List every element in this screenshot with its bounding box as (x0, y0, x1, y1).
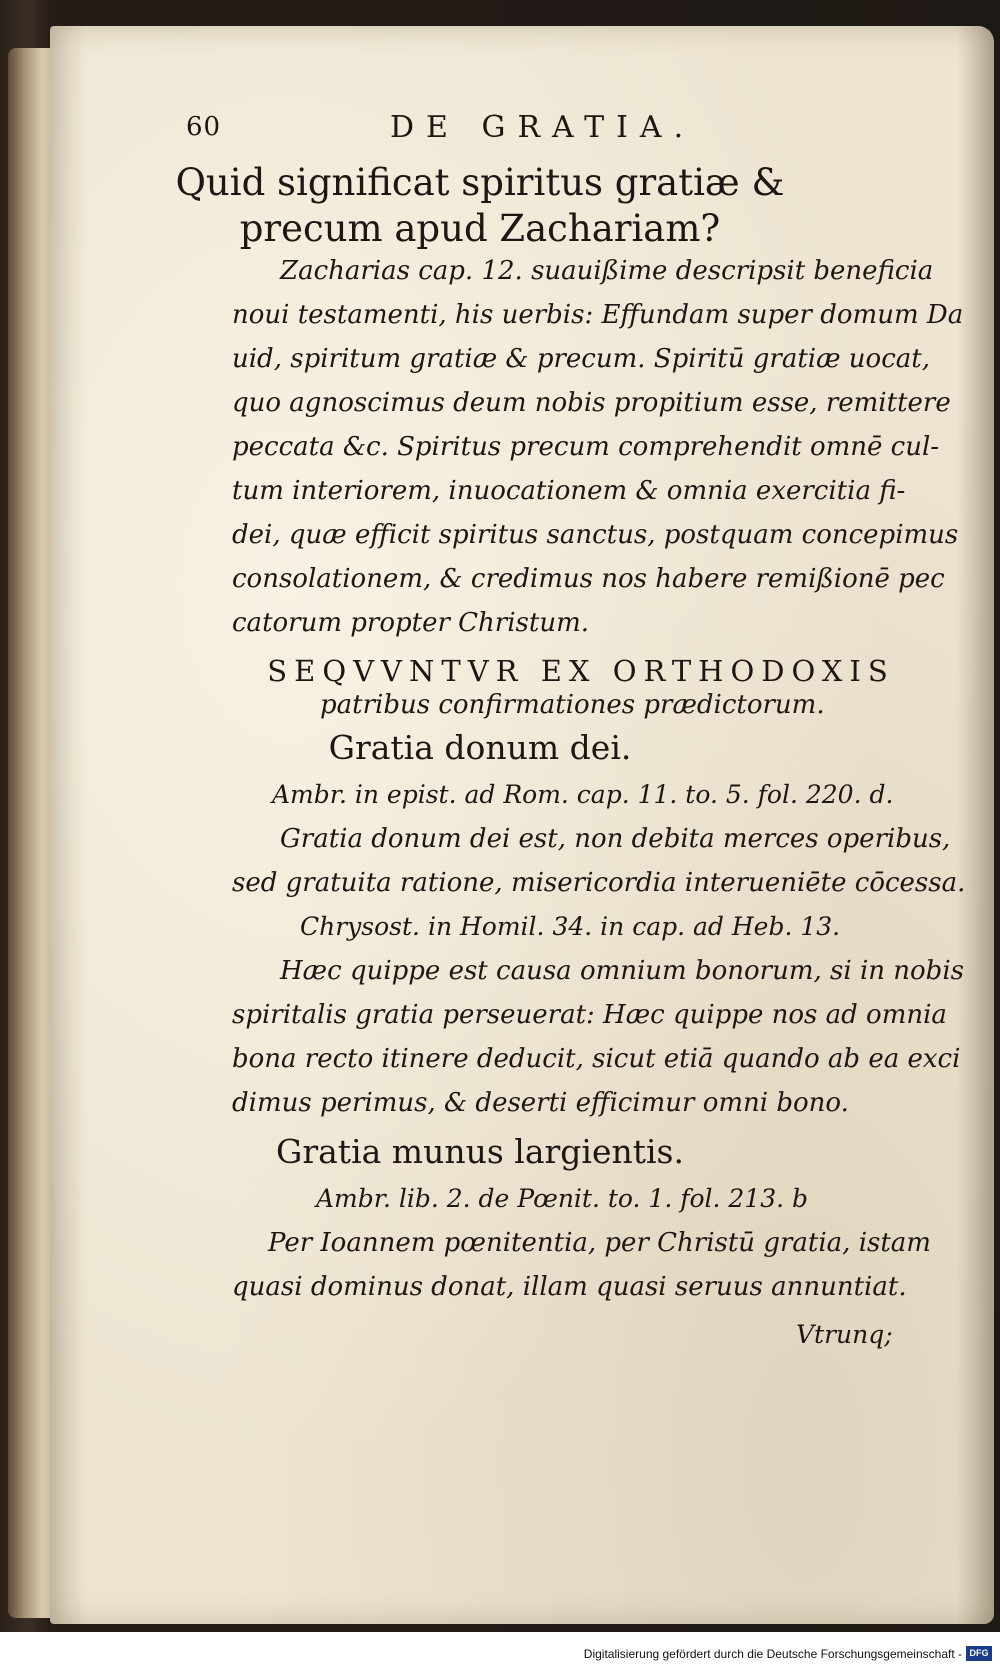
catchword: Vtrunq; (796, 1320, 893, 1349)
quote-line: bona recto itinere deducit, sicut etiā quando ab ea exci (232, 1044, 961, 1074)
body-line: peccata &c. Spiritus precum comprehendit omnē cul- (232, 432, 940, 462)
section-heading: Gratia munus largientis. (276, 1132, 684, 1171)
body-line: catorum propter Christum. (232, 608, 589, 638)
section-heading: Gratia donum dei. (328, 728, 632, 767)
section-heading-line-1: Quid significat spiritus gratiæ & (175, 161, 785, 204)
quote-line: sed gratuita ratione, misericordia interueniēte cōcessa. (232, 868, 966, 898)
quote-line: Per Ioannem pœnitentia, per Christū gratia, istam (268, 1228, 931, 1258)
quote-line: quasi dominus donat, illam quasi seruus annuntiat. (232, 1272, 907, 1302)
dfg-logo-icon: DFG (966, 1646, 992, 1661)
quote-line: dimus perimus, & deserti efficimur omni bono. (232, 1088, 849, 1118)
quote-line: Hæc quippe est causa omnium bonorum, si in nobis (280, 956, 964, 986)
body-line: Zacharias cap. 12. suauißime descripsit beneficia (280, 256, 934, 286)
body-line: uid, spiritum gratiæ & precum. Spiritū gratiæ uocat, (232, 344, 930, 374)
citation: Ambr. lib. 2. de Pœnit. to. 1. fol. 213. b (316, 1184, 809, 1213)
body-line: tum interiorem, inuocationem & omnia exercitia fi- (232, 476, 906, 506)
book-spine-edge (8, 48, 56, 1618)
page-header (186, 112, 716, 152)
citation: Ambr. in epist. ad Rom. cap. 11. to. 5. fol. 220. d. (272, 780, 894, 809)
section-subheading: patribus confirmationes prædictorum. (320, 690, 825, 720)
quote-line: spiritalis gratia perseuerat: Hæc quippe nos ad omnia (232, 1000, 947, 1030)
section-caps-heading: SEQVVNTVR EX ORTHODOXIS (267, 654, 895, 688)
running-head: DE GRATIA. (390, 110, 696, 145)
body-line: noui testamenti, his uerbis: Effundam super domum Da (232, 300, 964, 330)
quote-line: Gratia donum dei est, non debita merces operibus, (280, 824, 951, 854)
body-line: dei, quæ efficit spiritus sanctus, postquam concepimus (232, 520, 959, 550)
funding-credit: Digitalisierung gefördert durch die Deutsche Forschungsgemeinschaft - (583, 1647, 962, 1661)
body-line: consolationem, & credimus nos habere remißionē pec (232, 564, 945, 594)
body-line: quo agnoscimus deum nobis propitium esse, remittere (232, 388, 951, 418)
citation: Chrysost. in Homil. 34. in cap. ad Heb. 13. (300, 912, 841, 941)
page-number: 60 (186, 112, 222, 142)
section-heading-line-2: precum apud Zachariam? (239, 207, 721, 250)
